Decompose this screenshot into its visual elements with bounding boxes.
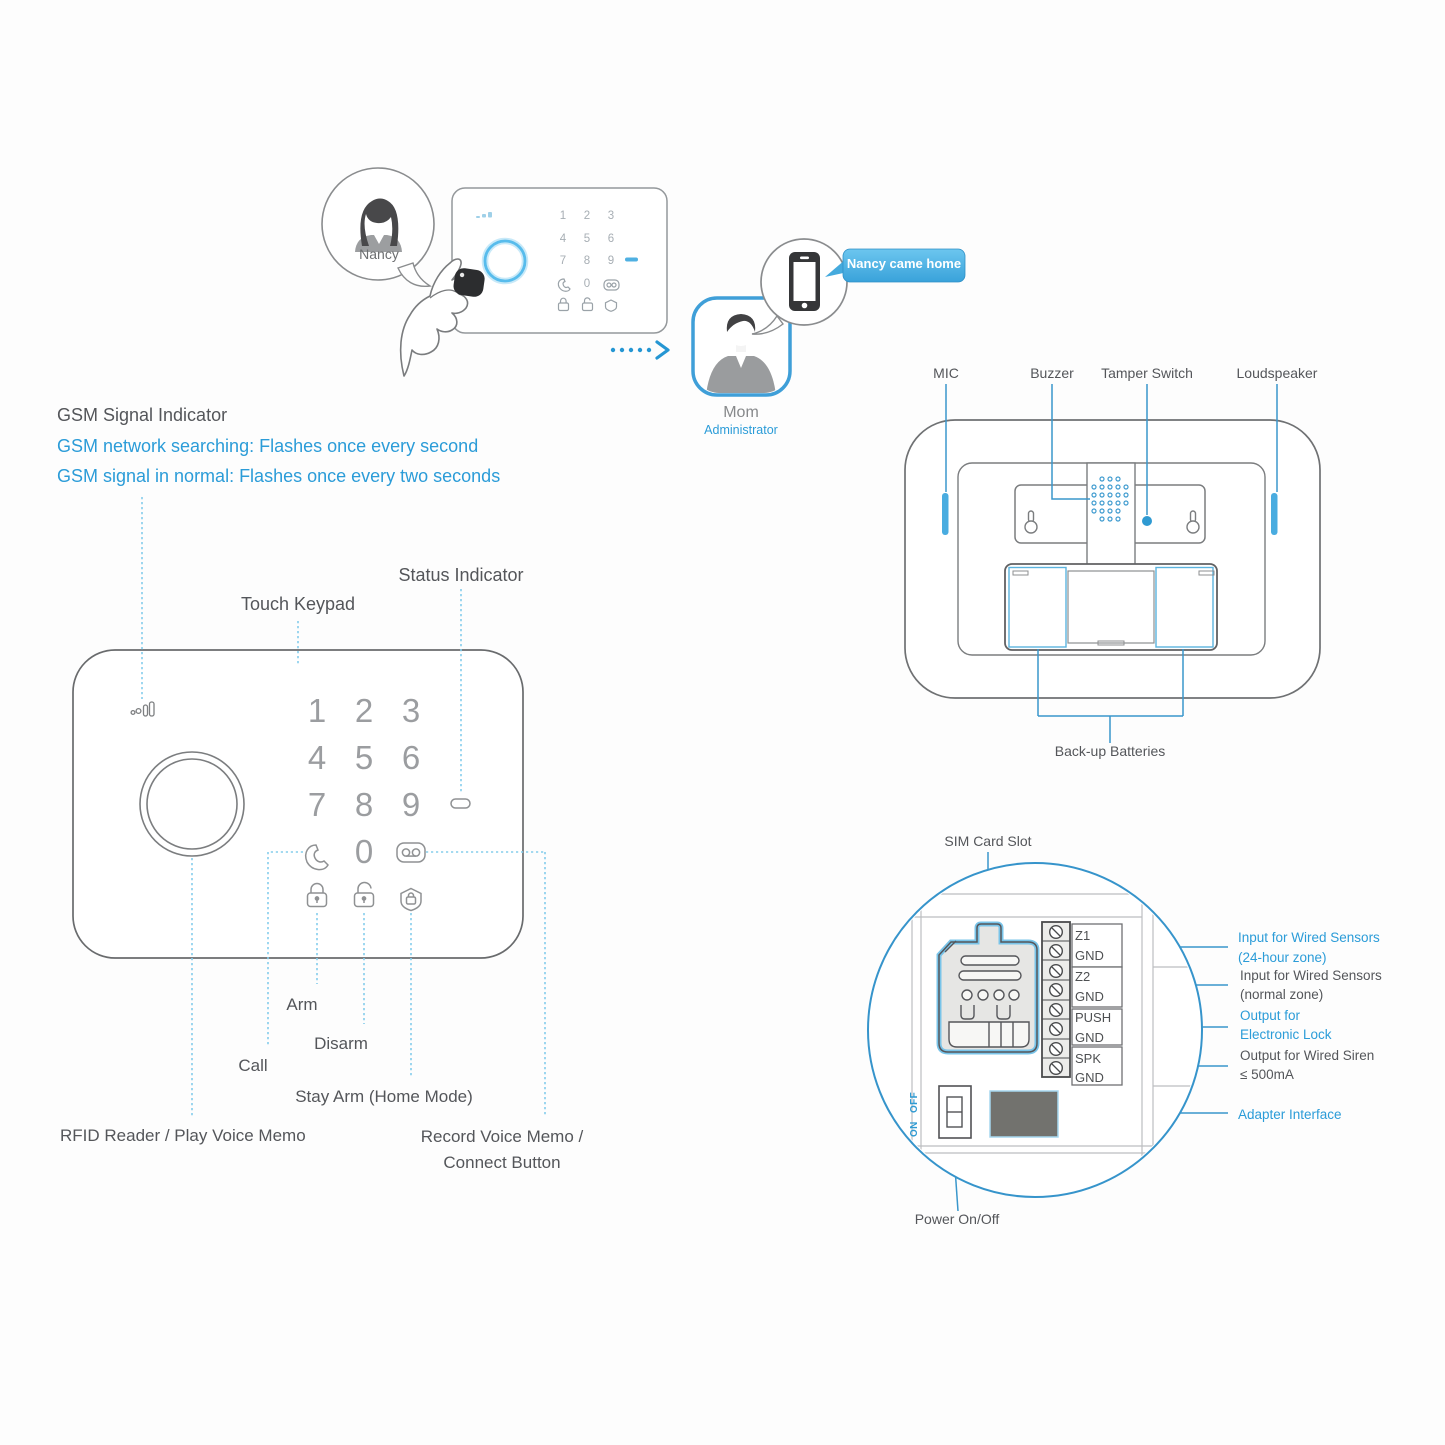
power-switch-icon: [939, 1086, 971, 1138]
rfid-label: RFID Reader / Play Voice Memo: [60, 1126, 306, 1145]
disarm-label: Disarm: [314, 1034, 368, 1053]
mini-key-5: 5: [583, 233, 591, 245]
adapter-label: Adapter Interface: [1238, 1107, 1342, 1122]
terminal-z2: Z2: [1075, 969, 1091, 984]
batteries-label: Back-up Batteries: [1054, 743, 1166, 759]
nancy-bubble: [322, 168, 434, 286]
back-panel-art: [905, 420, 1320, 698]
nancy-label: Nancy: [359, 246, 399, 262]
record-label-line2: Connect Button: [443, 1153, 561, 1172]
mini-key-6: 6: [607, 233, 615, 245]
key-8: 8: [354, 786, 374, 823]
key-4: 4: [307, 739, 327, 776]
buzzer-label: Buzzer: [1030, 365, 1074, 381]
loudspeaker-label: Loudspeaker: [1236, 365, 1318, 381]
adapter-module: [990, 1091, 1058, 1137]
io-label-3b: Electronic Lock: [1240, 1027, 1332, 1042]
key-7: 7: [307, 786, 327, 823]
sim-slot-label: SIM Card Slot: [944, 833, 1032, 849]
on-label: ON: [909, 1121, 920, 1137]
mini-key-8: 8: [583, 255, 591, 267]
sms-bubble-text: Nancy came home: [846, 256, 962, 271]
terminal-gnd4: GND: [1075, 1070, 1104, 1085]
io-label-2b: (normal zone): [1240, 987, 1324, 1002]
rfid-tag-icon: [452, 267, 485, 298]
io-label-2a: Input for Wired Sensors: [1240, 968, 1382, 983]
touch-keypad-label: Touch Keypad: [240, 594, 356, 614]
power-label: Power On/Off: [914, 1211, 1000, 1227]
sim-holder-icon: [939, 924, 1037, 1052]
scene-illustration: [322, 168, 965, 395]
stay-arm-label: Stay Arm (Home Mode): [295, 1087, 473, 1106]
terminal-push: PUSH: [1075, 1010, 1112, 1025]
io-label-4b: ≤ 500mA: [1240, 1067, 1294, 1082]
terminal-gnd1: GND: [1075, 948, 1104, 963]
mini-key-7: 7: [559, 255, 567, 267]
terminal-gnd3: GND: [1075, 1030, 1104, 1045]
record-label-line1: Record Voice Memo /: [420, 1127, 584, 1146]
tamper-label: Tamper Switch: [1101, 365, 1193, 381]
arm-label: Arm: [286, 995, 318, 1014]
mini-key-2: 2: [583, 210, 591, 222]
wiring-circle: [868, 863, 1205, 1197]
terminal-z1: Z1: [1075, 928, 1091, 943]
tamper-switch-dot: [1142, 516, 1152, 526]
io-label-4a: Output for Wired Siren: [1240, 1048, 1375, 1063]
smartphone-icon: [789, 252, 820, 311]
io-label-1b: (24-hour zone): [1238, 950, 1327, 965]
status-led: [451, 799, 470, 808]
gsm-title: GSM Signal Indicator: [57, 405, 228, 425]
status-indicator-label: Status Indicator: [398, 565, 524, 585]
mini-key-3: 3: [607, 210, 615, 222]
bracket-strip: [1087, 463, 1135, 566]
mom-label: Mom: [723, 404, 759, 421]
key-2: 2: [354, 692, 374, 729]
gsm-line2: GSM signal in normal: Flashes once every two seconds: [57, 466, 501, 486]
io-label-1a: Input for Wired Sensors: [1238, 930, 1380, 945]
mini-status-led: [625, 258, 638, 262]
terminal-spk: SPK: [1075, 1051, 1102, 1066]
mic-label: MIC: [933, 365, 959, 381]
off-label: OFF: [909, 1091, 920, 1113]
terminal-gnd2: GND: [1075, 989, 1104, 1004]
key-1: 1: [307, 692, 327, 729]
key-9: 9: [401, 786, 421, 823]
mini-key-9: 9: [607, 255, 615, 267]
key-0: 0: [354, 833, 374, 870]
mini-key-0: 0: [583, 278, 591, 290]
dotted-arrow-icon: [611, 342, 668, 358]
battery-left: [1009, 568, 1066, 648]
battery-right: [1156, 568, 1213, 648]
loudspeaker-bar: [1271, 493, 1278, 535]
mic-bar: [942, 493, 949, 535]
key-3: 3: [401, 692, 421, 729]
gsm-line1: GSM network searching: Flashes once every second: [57, 436, 479, 456]
io-label-3a: Output for: [1240, 1008, 1301, 1023]
call-label: Call: [238, 1056, 268, 1075]
terminal-block: [1042, 922, 1070, 1077]
key-5: 5: [354, 739, 374, 776]
key-6: 6: [401, 739, 421, 776]
mini-key-4: 4: [559, 233, 567, 245]
battery-compartment: [1005, 564, 1217, 650]
mini-key-1: 1: [559, 210, 567, 222]
mom-role-label: Administrator: [704, 423, 778, 437]
